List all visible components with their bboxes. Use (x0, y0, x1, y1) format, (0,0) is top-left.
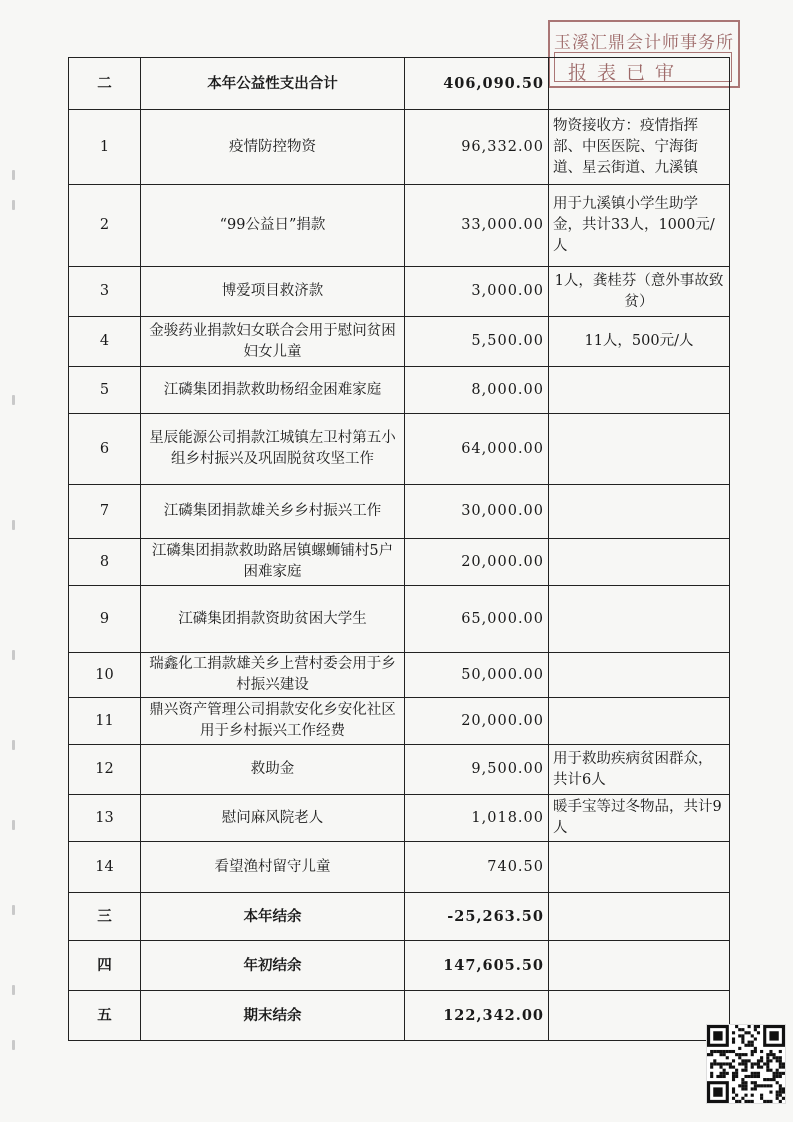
row-note (549, 941, 730, 991)
qr-module (744, 1084, 747, 1087)
qr-module (735, 1100, 738, 1103)
qr-module (741, 1097, 744, 1100)
qr-module (757, 1075, 760, 1078)
qr-module (769, 1059, 772, 1062)
qr-module (779, 1094, 782, 1097)
qr-module (735, 1069, 738, 1072)
row-note (549, 58, 730, 110)
qr-module (744, 1031, 747, 1034)
qr-module (732, 1078, 735, 1081)
qr-module (779, 1059, 782, 1062)
qr-module (766, 1059, 769, 1062)
row-amount: 122,342.00 (405, 991, 549, 1041)
row-item: “99公益日”捐款 (141, 185, 405, 267)
qr-module (769, 1091, 772, 1094)
qr-module (782, 1066, 785, 1069)
qr-module (782, 1097, 785, 1100)
qr-module (741, 1041, 744, 1044)
qr-module (723, 1062, 726, 1065)
qr-module (782, 1087, 785, 1090)
row-amount: 33,000.00 (405, 185, 549, 267)
qr-module (729, 1050, 732, 1053)
qr-module (776, 1069, 779, 1072)
row-number: 二 (69, 58, 141, 110)
qr-module (723, 1069, 726, 1072)
qr-module (773, 1075, 776, 1078)
row-item: 瑞鑫化工捐款雄关乡上营村委会用于乡村振兴建设 (141, 653, 405, 698)
table-row (69, 185, 730, 267)
row-number: 12 (69, 745, 141, 795)
qr-module (744, 1081, 747, 1084)
qr-module (741, 1084, 744, 1087)
qr-module (738, 1028, 741, 1031)
qr-module (766, 1078, 769, 1081)
qr-module (726, 1072, 729, 1075)
qr-module (744, 1094, 747, 1097)
qr-module (710, 1062, 713, 1065)
row-item: 年初结余 (141, 941, 405, 991)
qr-module (744, 1087, 747, 1090)
qr-module (723, 1075, 726, 1078)
qr-module (748, 1025, 751, 1028)
row-note: 用于救助疾病贫困群众，共计6人 (549, 745, 730, 795)
qr-module (732, 1075, 735, 1078)
row-amount: 30,000.00 (405, 485, 549, 539)
row-note (549, 367, 730, 414)
qr-module (754, 1025, 757, 1028)
qr-module (710, 1066, 713, 1069)
qr-module (732, 1091, 735, 1094)
qr-module (782, 1091, 785, 1094)
qr-module (732, 1037, 735, 1040)
row-note (549, 991, 730, 1041)
table-row (69, 317, 730, 367)
qr-module (716, 1075, 719, 1078)
qr-module (769, 1084, 772, 1087)
row-amount: 20,000.00 (405, 539, 549, 586)
row-amount: 8,000.00 (405, 367, 549, 414)
qr-module (716, 1062, 719, 1065)
row-amount: 1,018.00 (405, 795, 549, 842)
qr-module (741, 1078, 744, 1081)
qr-module (779, 1075, 782, 1078)
qr-module (757, 1066, 760, 1069)
table-row (69, 267, 730, 317)
stamp-firm-name: 玉溪汇鼎会计师事务所 (554, 33, 734, 53)
qr-module (754, 1050, 757, 1053)
row-number: 三 (69, 893, 141, 941)
row-number: 10 (69, 653, 141, 698)
qr-module (735, 1075, 738, 1078)
qr-module (738, 1100, 741, 1103)
qr-module (732, 1097, 735, 1100)
row-note: 暖手宝等过冬物品，共计9人 (549, 795, 730, 842)
row-number: 14 (69, 842, 141, 893)
qr-module (776, 1091, 779, 1094)
row-note (549, 893, 730, 941)
qr-module (732, 1050, 735, 1053)
qr-module (769, 1100, 772, 1103)
row-note (549, 653, 730, 698)
expenditure-table (68, 57, 730, 1041)
row-note: 物资接收方：疫情指挥部、中医医院、宁海街道、星云街道、九溪镇 (549, 110, 730, 185)
expenditure-table-body (69, 58, 730, 1041)
row-number: 9 (69, 586, 141, 653)
table-row (69, 795, 730, 842)
qr-module (726, 1062, 729, 1065)
qr-module (760, 1097, 763, 1100)
qr-module (732, 1031, 735, 1034)
row-item: 江磷集团捐款雄关乡乡村振兴工作 (141, 485, 405, 539)
row-number: 4 (69, 317, 141, 367)
row-amount: 65,000.00 (405, 586, 549, 653)
qr-module (773, 1053, 776, 1056)
qr-module (741, 1037, 744, 1040)
qr-module (707, 1053, 710, 1056)
qr-module (713, 1059, 716, 1062)
row-item: 期末结余 (141, 991, 405, 1041)
qr-module (776, 1097, 779, 1100)
qr-module (744, 1062, 747, 1065)
qr-module (744, 1075, 747, 1078)
qr-module (751, 1081, 754, 1084)
row-number: 6 (69, 414, 141, 485)
qr-module (735, 1094, 738, 1097)
qr-module (748, 1044, 751, 1047)
qr-module (757, 1059, 760, 1062)
qr-module (757, 1025, 760, 1028)
qr-module (779, 1072, 782, 1075)
row-amount: 96,332.00 (405, 110, 549, 185)
qr-module (751, 1087, 754, 1090)
qr-module (741, 1059, 744, 1062)
row-item: 鼎兴资产管理公司捐款安化乡安化社区用于乡村振兴工作经费 (141, 698, 405, 745)
row-item: 救助金 (141, 745, 405, 795)
table-row (69, 539, 730, 586)
qr-module (741, 1087, 744, 1090)
qr-module (751, 1053, 754, 1056)
qr-module (766, 1053, 769, 1056)
qr-module (741, 1028, 744, 1031)
qr-module (776, 1056, 779, 1059)
qr-module (754, 1072, 757, 1075)
row-number: 四 (69, 941, 141, 991)
qr-module (754, 1084, 757, 1087)
qr-module (738, 1084, 741, 1087)
qr-module (741, 1062, 744, 1065)
qr-module (744, 1100, 747, 1103)
qr-module (735, 1072, 738, 1075)
qr-module (732, 1072, 735, 1075)
row-note (549, 414, 730, 485)
row-amount: 3,000.00 (405, 267, 549, 317)
qr-module (738, 1062, 741, 1065)
qr-module (732, 1041, 735, 1044)
table-row (69, 58, 730, 110)
qr-module (729, 1066, 732, 1069)
qr-module (751, 1100, 754, 1103)
qr-module (754, 1028, 757, 1031)
qr-module (754, 1062, 757, 1065)
row-item: 江磷集团捐款资助贫困大学生 (141, 586, 405, 653)
qr-module (763, 1078, 766, 1081)
row-amount: 406,090.50 (405, 58, 549, 110)
qr-module (738, 1034, 741, 1037)
qr-module (751, 1072, 754, 1075)
qr-module (766, 1100, 769, 1103)
qr-module (760, 1094, 763, 1097)
qr-module (751, 1050, 754, 1053)
qr-module (757, 1031, 760, 1034)
qr-code-graphic (707, 1025, 785, 1103)
qr-module (719, 1050, 722, 1053)
qr-module (732, 1087, 735, 1090)
stamp-audited-text: 报表已审 (568, 62, 685, 84)
qr-module (779, 1087, 782, 1090)
qr-module (773, 1078, 776, 1081)
qr-module (723, 1053, 726, 1056)
qr-module (760, 1084, 763, 1087)
qr-module (751, 1094, 754, 1097)
row-note (549, 842, 730, 893)
table-row (69, 485, 730, 539)
table-row (69, 367, 730, 414)
qr-module (754, 1037, 757, 1040)
qr-module (748, 1041, 751, 1044)
qr-module (769, 1053, 772, 1056)
qr-module (726, 1056, 729, 1059)
qr-module (779, 1091, 782, 1094)
row-number: 13 (69, 795, 141, 842)
qr-module (757, 1072, 760, 1075)
row-amount: 64,000.00 (405, 414, 549, 485)
row-amount: 20,000.00 (405, 698, 549, 745)
qr-module (741, 1034, 744, 1037)
qr-module (738, 1056, 741, 1059)
row-item: 慰问麻风院老人 (141, 795, 405, 842)
row-number: 5 (69, 367, 141, 414)
qr-module (776, 1059, 779, 1062)
table-row (69, 698, 730, 745)
row-item: 博爱项目救济款 (141, 267, 405, 317)
row-note: 1人，龚桂芬（意外事故致贫） (549, 267, 730, 317)
qr-module (744, 1059, 747, 1062)
qr-module (763, 1100, 766, 1103)
qr-module (773, 1056, 776, 1059)
qr-module (766, 1084, 769, 1087)
row-note: 用于九溪镇小学生助学金，共计33人，1000元/人 (549, 185, 730, 267)
table-row (69, 893, 730, 941)
row-number: 11 (69, 698, 141, 745)
qr-module (776, 1081, 779, 1084)
row-item: 疫情防控物资 (141, 110, 405, 185)
qr-module (769, 1050, 772, 1053)
qr-module (713, 1062, 716, 1065)
qr-module (748, 1100, 751, 1103)
qr-module (738, 1047, 741, 1050)
row-note (549, 539, 730, 586)
row-amount: 740.50 (405, 842, 549, 893)
qr-module (710, 1053, 713, 1056)
row-amount: 9,500.00 (405, 745, 549, 795)
qr-module (719, 1072, 722, 1075)
qr-module (776, 1072, 779, 1075)
table-row (69, 745, 730, 795)
qr-finder-module (713, 1031, 722, 1040)
row-amount: 5,500.00 (405, 317, 549, 367)
qr-module (757, 1084, 760, 1087)
row-note: 11人，500元/人 (549, 317, 730, 367)
qr-module (760, 1056, 763, 1059)
row-amount: 50,000.00 (405, 653, 549, 698)
row-number: 2 (69, 185, 141, 267)
qr-module (779, 1084, 782, 1087)
table-row (69, 414, 730, 485)
qr-module (744, 1066, 747, 1069)
qr-module (760, 1066, 763, 1069)
qr-module (738, 1053, 741, 1056)
qr-module (713, 1050, 716, 1053)
qr-module (754, 1047, 757, 1050)
qr-module (779, 1050, 782, 1053)
row-number: 3 (69, 267, 141, 317)
qr-module (779, 1066, 782, 1069)
qr-module (766, 1062, 769, 1065)
qr-module (751, 1034, 754, 1037)
qr-module (719, 1066, 722, 1069)
qr-module (779, 1062, 782, 1065)
qr-module (741, 1069, 744, 1072)
qr-module (719, 1062, 722, 1065)
qr-module (719, 1075, 722, 1078)
qr-module (723, 1050, 726, 1053)
row-note (549, 698, 730, 745)
qr-module (723, 1072, 726, 1075)
row-number: 五 (69, 991, 141, 1041)
qr-module (732, 1066, 735, 1069)
row-item: 星辰能源公司捐款江城镇左卫村第五小组乡村振兴及巩固脱贫攻坚工作 (141, 414, 405, 485)
qr-module (729, 1062, 732, 1065)
row-item: 看望渔村留守儿童 (141, 842, 405, 893)
qr-module (751, 1044, 754, 1047)
qr-module (710, 1050, 713, 1053)
qr-module (751, 1075, 754, 1078)
qr-module (748, 1059, 751, 1062)
qr-code (706, 1024, 786, 1104)
qr-module (763, 1084, 766, 1087)
qr-module (754, 1087, 757, 1090)
row-number: 1 (69, 110, 141, 185)
qr-module (744, 1069, 747, 1072)
row-number: 8 (69, 539, 141, 586)
table-row (69, 586, 730, 653)
row-note (549, 485, 730, 539)
qr-finder-module (713, 1087, 722, 1096)
table-row (69, 991, 730, 1041)
qr-module (776, 1094, 779, 1097)
row-item: 本年公益性支出合计 (141, 58, 405, 110)
qr-module (735, 1025, 738, 1028)
qr-module (779, 1056, 782, 1059)
qr-module (779, 1100, 782, 1103)
qr-module (735, 1053, 738, 1056)
qr-module (776, 1075, 779, 1078)
table-row (69, 842, 730, 893)
row-number: 7 (69, 485, 141, 539)
qr-module (744, 1044, 747, 1047)
row-note (549, 586, 730, 653)
row-amount: 147,605.50 (405, 941, 549, 991)
qr-module (744, 1053, 747, 1056)
row-amount: -25,263.50 (405, 893, 549, 941)
qr-module (760, 1050, 763, 1053)
qr-module (766, 1056, 769, 1059)
qr-module (751, 1062, 754, 1065)
qr-module (757, 1062, 760, 1065)
row-item: 本年结余 (141, 893, 405, 941)
qr-module (763, 1062, 766, 1065)
qr-module (719, 1053, 722, 1056)
qr-module (754, 1081, 757, 1084)
row-item: 江磷集团捐款救助路居镇螺蛳铺村5户困难家庭 (141, 539, 405, 586)
qr-module (741, 1081, 744, 1084)
qr-module (748, 1075, 751, 1078)
row-item: 江磷集团捐款救助杨绍金困难家庭 (141, 367, 405, 414)
qr-module (766, 1069, 769, 1072)
qr-module (782, 1062, 785, 1065)
qr-module (769, 1078, 772, 1081)
qr-module (726, 1050, 729, 1053)
qr-module (773, 1072, 776, 1075)
qr-module (751, 1066, 754, 1069)
qr-module (710, 1072, 713, 1075)
table-row (69, 653, 730, 698)
qr-module (710, 1075, 713, 1078)
qr-finder-module (769, 1031, 778, 1040)
qr-module (760, 1059, 763, 1062)
table-row (69, 941, 730, 991)
qr-module (782, 1072, 785, 1075)
qr-module (732, 1059, 735, 1062)
row-item: 金骏药业捐款妇女联合会用于慰问贫困妇女儿童 (141, 317, 405, 367)
table-row (69, 110, 730, 185)
qr-module (716, 1050, 719, 1053)
qr-module (769, 1069, 772, 1072)
qr-module (741, 1053, 744, 1056)
qr-module (748, 1031, 751, 1034)
qr-module (754, 1075, 757, 1078)
qr-module (751, 1041, 754, 1044)
qr-module (766, 1066, 769, 1069)
